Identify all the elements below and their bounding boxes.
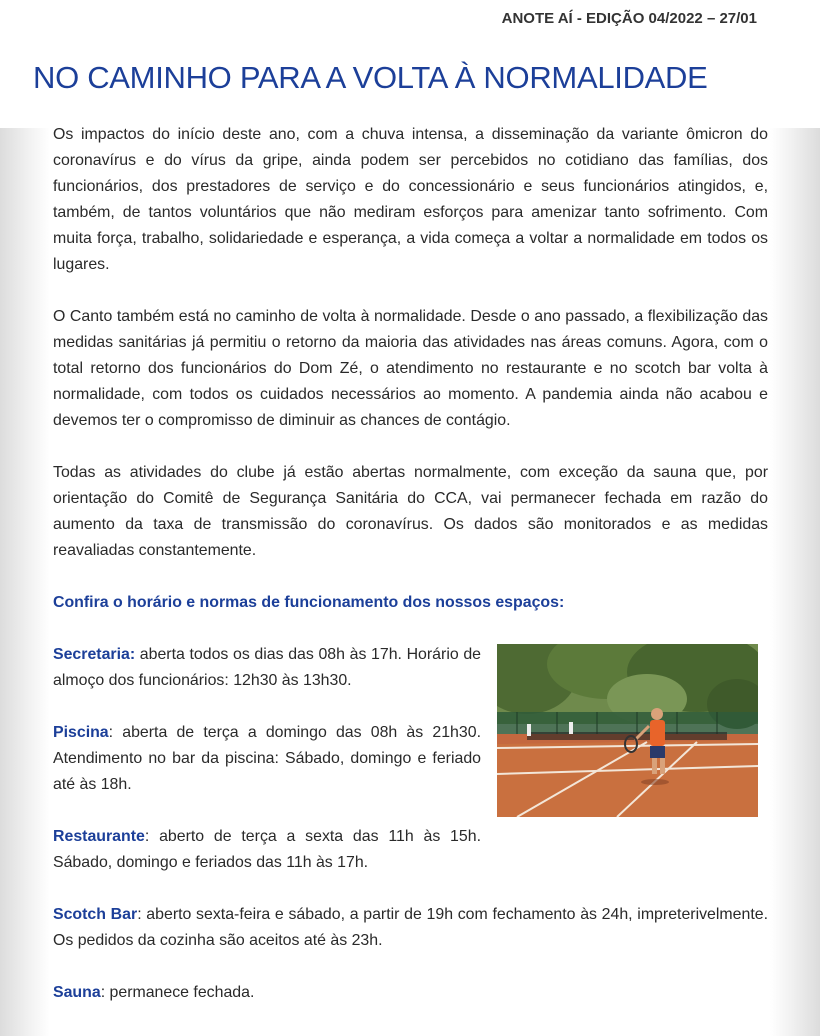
schedule-scotch-bar bbox=[53, 902, 768, 954]
paragraph-2: O Canto também está no caminho de volta à normalidade. Desde o ano passado, a flexibilização das medidas sanitárias já permitiu o retorno da maioria das atividades nas áreas comuns. Agora, com o total retorno dos funcionários do Dom Zé, o atendimento no restaurante e no scotch bar volta à normalidade, com todos os cuidados necessários ao momento. A pandemia ainda não acabou e devemos ter o compromisso de diminuir as chances de contágio. bbox=[53, 308, 768, 429]
schedule-label: Restaurante bbox=[53, 828, 145, 845]
paragraph-1: Os impactos do início deste ano, com a chuva intensa, a disseminação da variante ômicron do coronavírus e do vírus da gripe, ainda podem ser percebidos no cotidiano das famílias, dos funcionários, dos prestadores de serviço e do concessionário e seus funcionários atingidos, e, também, de tantos voluntários que não mediram esforços para amenizar tanto sofrimento. Com muita força, trabalho, solidariedade e esperança, a vida começa a voltar a normalidade em todos os lugares. bbox=[53, 126, 768, 273]
schedule-text: : aberto sexta-feira e sábado, a partir de 19h com fechamento às 24h, impreterivelmente. Os pedidos da cozinha são aceitos até às 23h. bbox=[53, 906, 768, 949]
tennis-court-photo bbox=[497, 644, 758, 817]
schedule-label: Scotch Bar bbox=[53, 906, 138, 923]
schedule-label: Secretaria: bbox=[53, 646, 136, 663]
schedule-heading: Confira o horário e normas de funcionamento dos nossos espaços: bbox=[53, 594, 565, 611]
page-title: NO CAMINHO PARA A VOLTA À NORMALIDADE bbox=[33, 60, 708, 95]
schedule-sauna bbox=[53, 980, 768, 1006]
schedule-restaurante bbox=[53, 824, 768, 876]
tennis-court-illustration bbox=[497, 644, 758, 817]
paragraph-3: Todas as atividades do clube já estão abertas normalmente, com exceção da sauna que, por orientação do Comitê de Segurança Sanitária do CCA, vai permanecer fechada em razão do aumento da taxa de transmissão do coronavírus. Os dados são monitorados e as medidas reavaliadas constantemente. bbox=[53, 464, 768, 559]
schedule-label: Sauna bbox=[53, 984, 101, 1001]
edition-label: ANOTE AÍ - EDIÇÃO 04/2022 – 27/01 bbox=[501, 10, 757, 27]
schedule-text: aberta todos os dias das 08h às 17h. Horário de almoço dos funcionários: 12h30 às 13h30. bbox=[53, 646, 481, 689]
schedule-label: Piscina bbox=[53, 724, 109, 741]
article-body bbox=[53, 122, 768, 1032]
schedule-text: : aberto de terça a sexta das 11h às 15h. Sábado, domingo e feriados das 11h às 17h. bbox=[53, 828, 481, 871]
schedule-text: : permanece fechada. bbox=[100, 984, 255, 1001]
schedule-text: : aberta de terça a domingo das 08h às 21h30. Atendimento no bar da piscina: Sábado, domingo e feriado até às 18h. bbox=[53, 724, 481, 793]
